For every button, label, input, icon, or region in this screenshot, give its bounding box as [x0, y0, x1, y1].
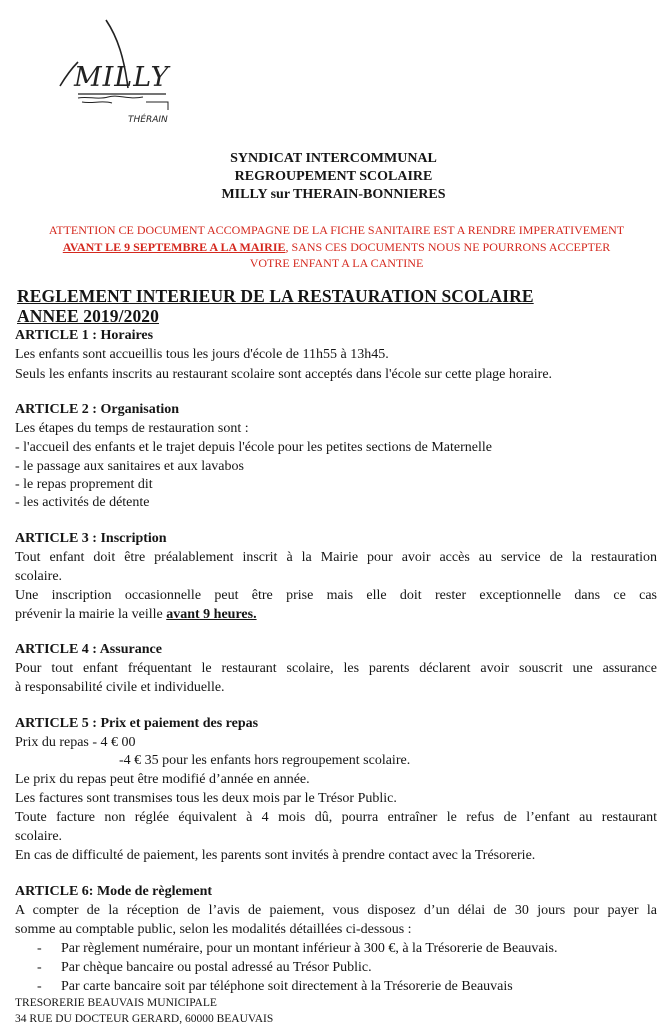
article-2-heading: ARTICLE 2 : Organisation — [15, 402, 180, 417]
article-1-heading: ARTICLE 1 : Horaires — [15, 328, 154, 343]
article-5-heading: ARTICLE 5 : Prix et paiement des repas — [15, 716, 259, 731]
article-6-bullet: Par carte bancaire soit par téléphone soit directement à la Trésorerie de Beauvais — [61, 979, 513, 994]
treasury-address: 34 RUE DU DOCTEUR GERARD, 60000 BEAUVAIS — [15, 1013, 274, 1025]
article-1-line: Les enfants sont accueillis tous les jours d'école de 11h55 à 13h45. — [15, 347, 389, 362]
article-5-line: Toute facture non réglée équivalent à 4 mois dû, pourra entraîner le refus de l’enfant au restaurant — [15, 810, 657, 825]
notice-line-1: ATTENTION CE DOCUMENT ACCOMPAGNE DE LA FICHE SANITAIRE EST A RENDRE IMPERATIVEMENT — [48, 223, 625, 237]
article-4-line: Pour tout enfant fréquentant le restaurant scolaire, les parents déclarent avoir souscrit une assurance — [15, 661, 657, 676]
milly-logo — [48, 18, 178, 130]
notice-line-2 — [14, 239, 659, 256]
header-line-2: REGROUPEMENT SCOLAIRE — [234, 169, 433, 184]
article-6-bullet: Par règlement numéraire, pour un montant inférieur à 300 €, à la Trésorerie de Beauvais. — [61, 941, 558, 956]
article-1-line: Seuls les enfants inscrits au restaurant scolaire sont acceptés dans l'école sur cette plage horaire. — [15, 367, 553, 382]
article-2-item: - l'accueil des enfants et le trajet depuis l'école pour les petites sections de Maternelle — [15, 440, 492, 455]
header-line-3: MILLY sur THERAIN-BONNIERES — [221, 187, 446, 202]
article-3-line: scolaire. — [15, 569, 63, 584]
article-3-line: Une inscription occasionnelle peut être prise mais elle doit rester exceptionnelle dans ce cas — [15, 588, 657, 603]
article-6-heading: ARTICLE 6: Mode de règlement — [15, 884, 213, 899]
doc-title: REGLEMENT INTERIEUR DE LA RESTAURATION SCOLAIRE — [17, 286, 534, 306]
article-5-line: scolaire. — [15, 829, 63, 844]
article-2-item: - le repas proprement dit — [15, 477, 153, 492]
notice-line-3: VOTRE ENFANT A LA CANTINE — [249, 256, 424, 270]
header-line-1: SYNDICAT INTERCOMMUNAL — [230, 151, 437, 166]
article-3-text: prévenir la mairie la veille — [15, 607, 167, 622]
article-6-line: somme au comptable public, selon les modalités détaillées ci-dessous : — [15, 922, 412, 937]
treasury-name: TRESORERIE BEAUVAIS MUNICIPALE — [15, 997, 217, 1009]
notice-block — [14, 222, 659, 272]
article-6-line: A compter de la réception de l’avis de paiement, vous disposez d’un délai de 30 jours pour payer la — [15, 903, 657, 918]
bullet-dash: - — [37, 979, 42, 994]
notice-deadline: AVANT LE 9 SEPTEMBRE A LA MAIRIE — [62, 239, 286, 254]
article-2-line: Les étapes du temps de restauration sont : — [15, 421, 249, 436]
notice-line-2-rest: , SANS CES DOCUMENTS NOUS NE POURRONS ACCEPTER — [285, 239, 611, 254]
article-5-line: En cas de difficulté de paiement, les parents sont invités à prendre contact avec la Trésorerie. — [15, 848, 536, 863]
article-3-line — [15, 607, 257, 623]
article-2-item: - les activités de détente — [15, 495, 150, 510]
article-3-heading: ARTICLE 3 : Inscription — [15, 531, 167, 546]
article-5-line: Le prix du repas peut être modifié d’année en année. — [15, 772, 310, 787]
article-2-item: - le passage aux sanitaires et aux lavabos — [15, 459, 244, 474]
article-5-line: Les factures sont transmises tous les deux mois par le Trésor Public. — [15, 791, 397, 806]
article-3-line: Tout enfant doit être préalablement inscrit à la Mairie pour avoir accès au service de la restauration — [15, 550, 657, 565]
logo-wordmark: MILLY — [74, 62, 170, 93]
article-5-line: -4 € 35 pour les enfants hors regroupement scolaire. — [119, 753, 411, 768]
article-4-heading: ARTICLE 4 : Assurance — [15, 642, 162, 657]
article-4-line: à responsabilité civile et individuelle. — [15, 680, 225, 695]
bullet-dash: - — [37, 941, 42, 956]
article-3-deadline: avant 9 heures. — [166, 607, 257, 622]
article-6-bullet: Par chèque bancaire ou postal adressé au Trésor Public. — [61, 960, 372, 975]
bullet-dash: - — [37, 960, 42, 975]
article-5-line: Prix du repas - 4 € 00 — [15, 735, 136, 750]
doc-year: ANNEE 2019/2020 — [17, 306, 159, 326]
logo-subtitle: THÉRAIN — [128, 115, 168, 125]
